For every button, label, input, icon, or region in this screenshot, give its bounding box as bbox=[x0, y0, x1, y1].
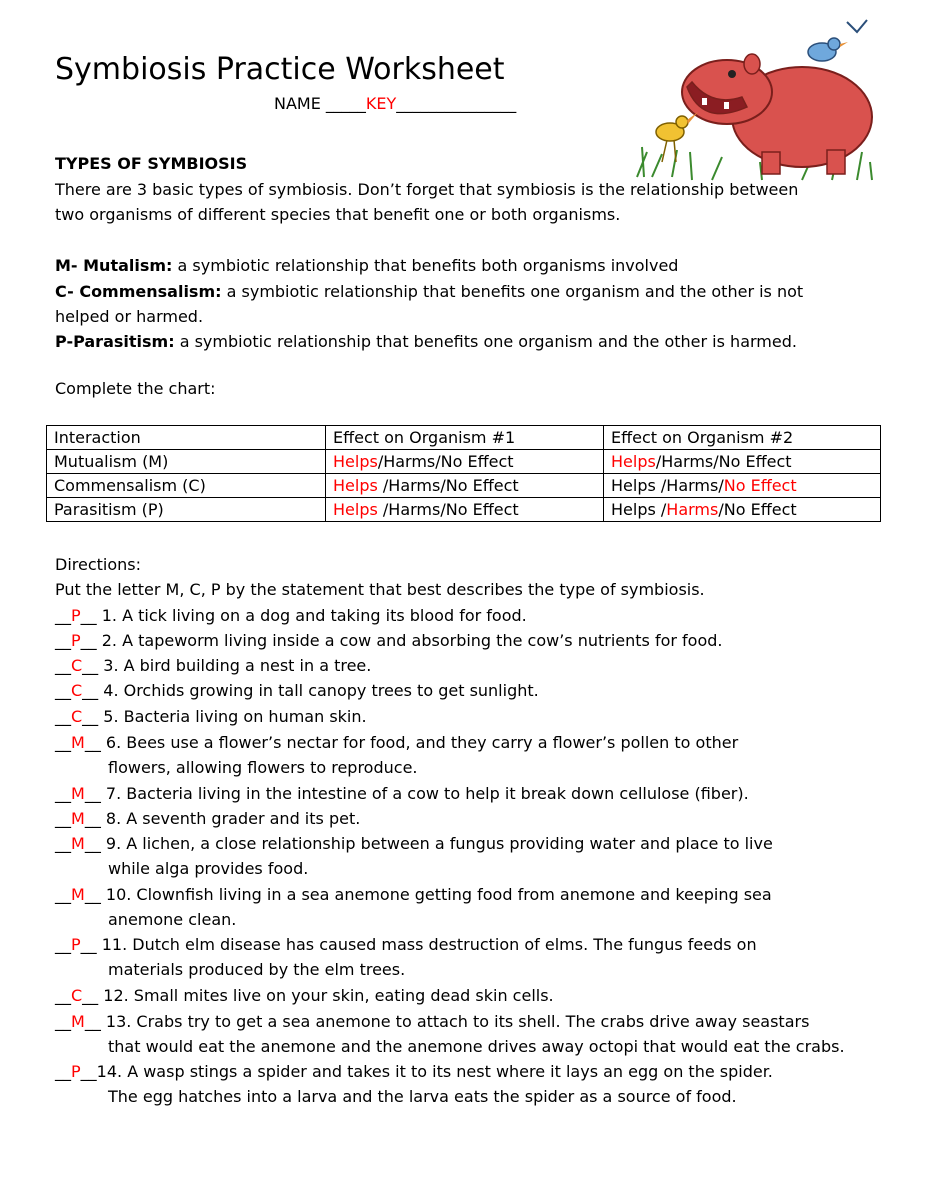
header-organism-1: Effect on Organism #1 bbox=[326, 426, 604, 450]
option-text: /No Effect bbox=[718, 500, 797, 519]
definition-mutualism bbox=[55, 256, 678, 275]
answer-blank: __ bbox=[55, 935, 71, 954]
answer-text: Helps bbox=[611, 452, 656, 471]
question-item bbox=[55, 631, 723, 650]
answer-letter: M bbox=[71, 733, 85, 752]
answer-text: No Effect bbox=[723, 476, 797, 495]
question-item bbox=[55, 656, 371, 675]
answer-blank: __ bbox=[55, 707, 71, 726]
question-text: __ 10. Clownfish living in a sea anemone getting food from anemone and keeping sea bbox=[84, 885, 772, 904]
answer-letter: M bbox=[71, 834, 85, 853]
intro-line-1: There are 3 basic types of symbiosis. Don’t forget that symbiosis is the relationship between bbox=[55, 180, 799, 199]
question-item bbox=[55, 834, 773, 853]
answer-letter: M bbox=[71, 784, 85, 803]
question-text: __ 9. A lichen, a close relationship between a fungus providing water and place to live bbox=[84, 834, 773, 853]
table-row bbox=[47, 498, 881, 522]
row-effect-2 bbox=[604, 474, 881, 498]
row-effect-2 bbox=[604, 498, 881, 522]
answer-blank: __ bbox=[55, 986, 71, 1005]
table-row bbox=[47, 450, 881, 474]
question-text: __ 11. Dutch elm disease has caused mass destruction of elms. The fungus feeds on bbox=[80, 935, 757, 954]
name-prefix: NAME _____ bbox=[274, 94, 366, 113]
name-suffix: _______________ bbox=[396, 94, 517, 113]
answer-text: Harms bbox=[666, 500, 719, 519]
definition-commensalism bbox=[55, 282, 803, 301]
row-interaction: Parasitism (P) bbox=[47, 498, 326, 522]
answer-blank: __ bbox=[55, 784, 71, 803]
question-item bbox=[55, 733, 738, 752]
question-text: __ 12. Small mites live on your skin, eating dead skin cells. bbox=[82, 986, 554, 1005]
hippo-birds-illustration bbox=[632, 12, 882, 182]
answer-text: Helps bbox=[333, 500, 383, 519]
answer-letter: C bbox=[71, 707, 83, 726]
answer-blank: __ bbox=[55, 809, 71, 828]
symbiosis-chart bbox=[46, 425, 881, 522]
question-continuation: while alga provides food. bbox=[108, 859, 309, 878]
option-text: /Harms/No Effect bbox=[377, 452, 514, 471]
types-heading: TYPES OF SYMBIOSIS bbox=[55, 154, 248, 173]
term-mutualism: M- Mutalism: bbox=[55, 256, 173, 275]
table-row bbox=[47, 474, 881, 498]
option-text: /Harms/No Effect bbox=[382, 476, 519, 495]
definition-text: a symbiotic relationship that benefits both organisms involved bbox=[172, 256, 679, 275]
question-continuation: flowers, allowing flowers to reproduce. bbox=[108, 758, 418, 777]
answer-letter: M bbox=[71, 1012, 85, 1031]
question-text: __ 6. Bees use a flower’s nectar for food, and they carry a flower’s pollen to other bbox=[84, 733, 739, 752]
definition-parasitism bbox=[55, 332, 797, 351]
worksheet-title: Symbiosis Practice Worksheet bbox=[55, 52, 505, 87]
answer-letter: C bbox=[71, 986, 83, 1005]
question-continuation: that would eat the anemone and the anemone drives away octopi that would eat the crabs. bbox=[108, 1037, 845, 1056]
question-item bbox=[55, 1012, 809, 1031]
header-organism-2: Effect on Organism #2 bbox=[604, 426, 881, 450]
directions-instruction: Put the letter M, C, P by the statement that best describes the type of symbiosis. bbox=[55, 580, 705, 599]
row-effect-1 bbox=[326, 474, 604, 498]
question-text: __ 7. Bacteria living in the intestine of a cow to help it break down cellulose (fiber). bbox=[84, 784, 749, 803]
question-text: __ 8. A seventh grader and its pet. bbox=[84, 809, 361, 828]
option-text: /Harms/No Effect bbox=[655, 452, 792, 471]
answer-letter: P bbox=[71, 1062, 81, 1081]
intro-line-2: two organisms of different species that benefit one or both organisms. bbox=[55, 205, 621, 224]
question-text: __14. A wasp stings a spider and takes it to its nest where it lays an egg on the spider. bbox=[80, 1062, 773, 1081]
question-item bbox=[55, 986, 554, 1005]
answer-letter: P bbox=[71, 935, 81, 954]
directions-heading: Directions: bbox=[55, 555, 142, 574]
question-item bbox=[55, 606, 527, 625]
question-text: __ 2. A tapeworm living inside a cow and absorbing the cow’s nutrients for food. bbox=[80, 631, 723, 650]
term-commensalism: C- Commensalism: bbox=[55, 282, 222, 301]
question-continuation: materials produced by the elm trees. bbox=[108, 960, 406, 979]
question-text: __ 3. A bird building a nest in a tree. bbox=[82, 656, 372, 675]
answer-letter: M bbox=[71, 885, 85, 904]
question-text: __ 4. Orchids growing in tall canopy trees to get sunlight. bbox=[82, 681, 539, 700]
question-item bbox=[55, 935, 757, 954]
question-item bbox=[55, 1062, 773, 1081]
answer-letter: P bbox=[71, 631, 81, 650]
answer-letter: C bbox=[71, 656, 83, 675]
option-text: /Harms/No Effect bbox=[382, 500, 519, 519]
row-effect-1 bbox=[326, 450, 604, 474]
answer-letter: P bbox=[71, 606, 81, 625]
answer-text: Helps bbox=[333, 452, 378, 471]
answer-letter: M bbox=[71, 809, 85, 828]
answer-blank: __ bbox=[55, 681, 71, 700]
answer-letter: C bbox=[71, 681, 83, 700]
question-text: __ 13. Crabs try to get a sea anemone to attach to its shell. The crabs drive away seastars bbox=[84, 1012, 810, 1031]
row-interaction: Mutualism (M) bbox=[47, 450, 326, 474]
definition-text: a symbiotic relationship that benefits one organism and the other is not bbox=[221, 282, 804, 301]
question-item bbox=[55, 784, 749, 803]
header-interaction: Interaction bbox=[47, 426, 326, 450]
table-header-row bbox=[47, 426, 881, 450]
answer-blank: __ bbox=[55, 656, 71, 675]
term-parasitism: P-Parasitism: bbox=[55, 332, 175, 351]
answer-blank: __ bbox=[55, 834, 71, 853]
chart-prompt: Complete the chart: bbox=[55, 379, 216, 398]
name-value: KEY bbox=[365, 94, 397, 113]
option-text: Helps / bbox=[611, 500, 667, 519]
answer-blank: __ bbox=[55, 1062, 71, 1081]
question-item bbox=[55, 707, 367, 726]
question-item bbox=[55, 885, 772, 904]
answer-blank: __ bbox=[55, 885, 71, 904]
answer-blank: __ bbox=[55, 733, 71, 752]
definition-text: a symbiotic relationship that benefits one organism and the other is harmed. bbox=[174, 332, 797, 351]
option-text: Helps /Harms/ bbox=[611, 476, 724, 495]
question-item bbox=[55, 809, 360, 828]
question-text: __ 5. Bacteria living on human skin. bbox=[82, 707, 367, 726]
question-item bbox=[55, 681, 539, 700]
row-effect-1 bbox=[326, 498, 604, 522]
row-interaction: Commensalism (C) bbox=[47, 474, 326, 498]
answer-blank: __ bbox=[55, 631, 71, 650]
answer-blank: __ bbox=[55, 1012, 71, 1031]
question-continuation: anemone clean. bbox=[108, 910, 237, 929]
answer-blank: __ bbox=[55, 606, 71, 625]
row-effect-2 bbox=[604, 450, 881, 474]
answer-text: Helps bbox=[333, 476, 383, 495]
name-line bbox=[274, 94, 516, 113]
question-text: __ 1. A tick living on a dog and taking its blood for food. bbox=[80, 606, 527, 625]
question-continuation: The egg hatches into a larva and the larva eats the spider as a source of food. bbox=[108, 1087, 737, 1106]
definition-commensalism-cont: helped or harmed. bbox=[55, 307, 204, 326]
